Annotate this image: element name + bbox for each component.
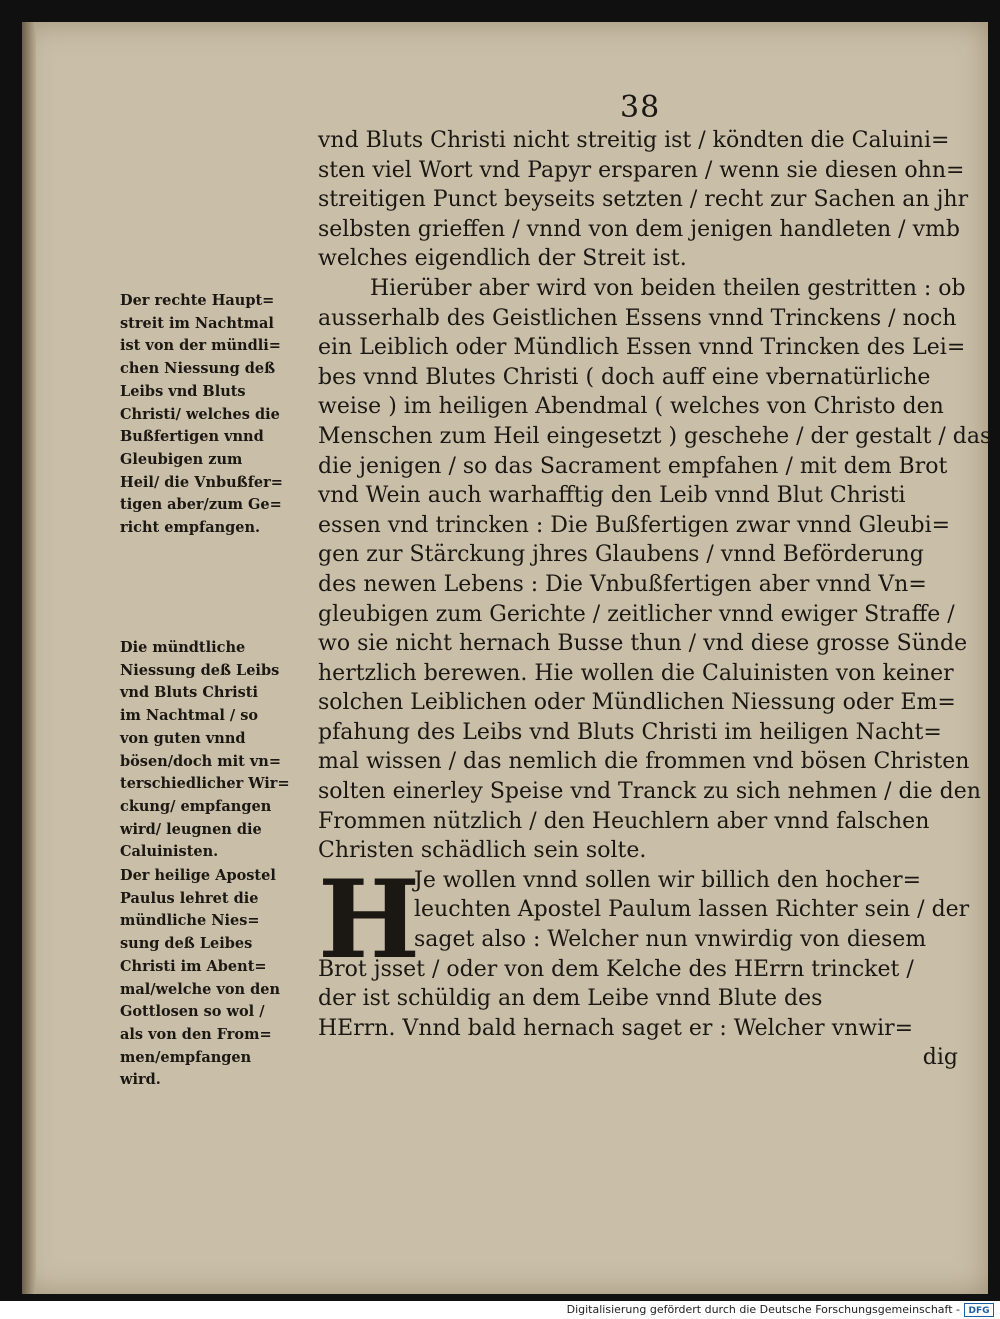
text-line: Je wollen vnnd sollen wir billich den hocher=: [414, 867, 922, 893]
text-line: Gottlosen so wol /: [120, 1003, 265, 1021]
margin-note-3: [120, 865, 310, 1092]
text-line: ckung/ empfangen: [120, 797, 272, 815]
text-line: mal/welche von den: [120, 980, 280, 998]
text-line: Gleubigen zum: [120, 450, 243, 468]
text-line: Paulus lehret die: [120, 889, 259, 907]
text-line: saget also : Welcher nun vnwirdig von diesem: [414, 927, 927, 953]
text-line: essen vnd trincken : Die Bußfertigen zwar vnnd Gleubi=: [318, 512, 951, 538]
page-number: 38: [620, 90, 661, 125]
text-line: Der rechte Haupt=: [120, 292, 275, 309]
text-line: Niessung deß Leibs: [120, 661, 280, 679]
text-line: hertzlich berewen. Hie wollen die Caluinisten von keiner: [318, 660, 954, 686]
text-line: welches eigendlich der Streit ist.: [318, 246, 687, 272]
text-line: weise ) im heiligen Abendmal ( welches von Christo den: [318, 394, 944, 420]
text-line: des newen Lebens : Die Vnbußfertigen aber vnnd Vn=: [318, 571, 927, 597]
text-line: Hierüber aber wird von beiden theilen gestritten : ob: [370, 275, 966, 301]
text-line: die jenigen / so das Sacrament empfahen / mit dem Brot: [318, 453, 948, 479]
text-line: Caluinisten.: [120, 843, 219, 861]
text-line: mal wissen / das nemlich die frommen vnd bösen Christen: [318, 749, 970, 775]
text-line: sung deß Leibes: [120, 935, 253, 953]
text-line: ein Leiblich oder Mündlich Essen vnnd Trincken des Lei=: [318, 335, 966, 361]
document-page: [22, 22, 992, 1294]
text-line: Die mündtliche: [120, 639, 246, 656]
text-line: vnd Bluts Christi nicht streitig ist / köndten die Caluini=: [318, 128, 950, 153]
catchword: dig: [922, 1045, 958, 1071]
text-line: streit im Nachtmal: [120, 314, 274, 332]
text-line: vnd Wein auch warhafftig den Leib vnnd Blut Christi: [318, 483, 906, 509]
footer: [0, 1301, 1000, 1319]
paragraph-2: [318, 274, 992, 866]
page-gutter: [22, 22, 36, 1294]
paragraph-1: [318, 126, 969, 274]
dfg-logo: DFG: [964, 1303, 994, 1317]
text-line: als von den From=: [120, 1025, 272, 1043]
text-line: Christi im Abent=: [120, 957, 267, 975]
footer-credit: Digitalisierung gefördert durch die Deutsche Forschungsgemeinschaft -: [566, 1303, 960, 1316]
text-line: sten viel Wort vnd Papyr ersparen / wenn sie diesen ohn=: [318, 157, 965, 183]
text-line: im Nachtmal / so: [120, 707, 259, 725]
text-line: Menschen zum Heil eingesetzt ) geschehe / der gestalt / das: [318, 423, 992, 449]
margin-note-2: [120, 637, 310, 864]
text-line: Heil/ die Vnbußfer=: [120, 473, 283, 491]
text-line: tigen aber/zum Ge=: [120, 496, 282, 514]
text-line: Leibs vnd Bluts: [120, 382, 246, 400]
text-line: wo sie nicht hernach Busse thun / vnd diese grosse Sünde: [318, 631, 968, 657]
text-line: gen zur Stärckung jhres Glaubens / vnnd Beförderung: [318, 542, 924, 568]
drop-cap: H: [318, 856, 421, 983]
text-line: chen Niessung deß: [120, 360, 276, 378]
text-line: Bußfertigen vnnd: [120, 428, 264, 446]
text-line: solchen Leiblichen oder Mündlichen Niessung oder Em=: [318, 690, 956, 716]
text-line: ist von der mündli=: [120, 337, 281, 355]
text-line: pfahung des Leibs vnd Bluts Christi im heiligen Nacht=: [318, 719, 942, 745]
text-line: wird/ leugnen die: [120, 820, 262, 838]
text-line: terschiedlicher Wir=: [120, 775, 290, 793]
text-line: ausserhalb des Geistlichen Essens vnnd Trinckens / noch: [318, 305, 957, 331]
text-line: Brot jsset / oder von dem Kelche des HErrn trincket /: [318, 956, 914, 982]
main-text: [318, 126, 992, 1073]
margin-note-1: [120, 290, 310, 540]
text-line: men/empfangen: [120, 1048, 252, 1066]
text-line: der ist schüldig an dem Leibe vnnd Blute des: [318, 986, 823, 1012]
text-line: bes vnnd Blutes Christi ( doch auff eine vbernatürliche: [318, 364, 931, 390]
text-line: gleubigen zum Gerichte / zeitlicher vnnd ewiger Straffe /: [318, 601, 955, 627]
text-line: Frommen nützlich / den Heuchlern aber vnnd falschen: [318, 808, 930, 834]
text-line: bösen/doch mit vn=: [120, 752, 281, 770]
text-line: Der heilige Apostel: [120, 867, 276, 884]
text-line: Christi/ welches die: [120, 405, 280, 423]
text-line: selbsten grieffen / vnnd von dem jenigen handleten / vmb: [318, 216, 960, 242]
text-line: Christen schädlich sein solte.: [318, 838, 647, 864]
text-line: vnd Bluts Christi: [120, 684, 258, 702]
text-line: HErrn. Vnnd bald hernach saget er : Welcher vnwir=: [318, 1015, 914, 1041]
text-line: von guten vnnd: [120, 729, 246, 747]
text-line: mündliche Nies=: [120, 912, 260, 930]
text-line: streitigen Punct beyseits setzten / recht zur Sachen an jhr: [318, 187, 969, 213]
paragraph-3: [318, 856, 970, 1044]
text-line: solten einerley Speise vnd Tranck zu sich nehmen / die den: [318, 779, 981, 805]
text-line: wird.: [120, 1071, 161, 1089]
text-line: richt empfangen.: [120, 519, 261, 537]
text-line: leuchten Apostel Paulum lassen Richter sein / der: [414, 897, 970, 923]
